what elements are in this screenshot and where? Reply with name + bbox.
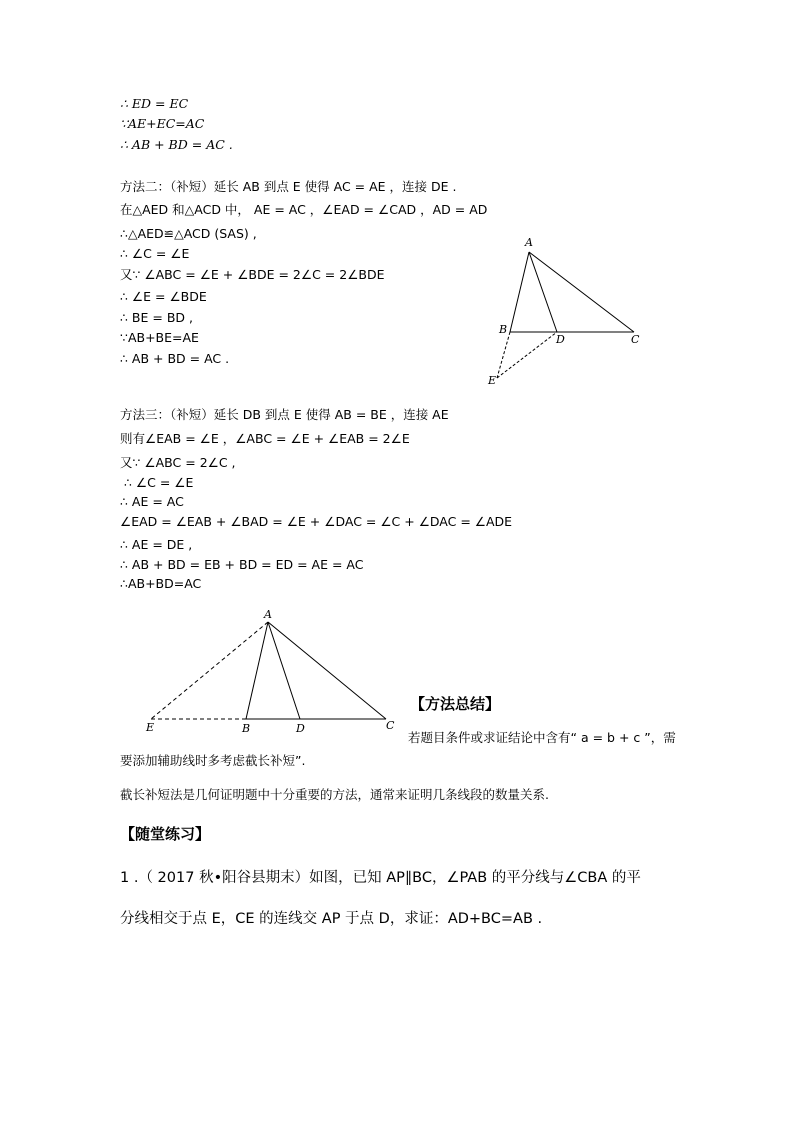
- proof-line: ∴ AB + BD = AC .: [120, 137, 233, 152]
- point-label-d: D: [556, 333, 565, 346]
- proof-line: ∴ AB + BD = AC .: [120, 351, 230, 366]
- proof-line: ∴ ED = EC: [120, 96, 189, 111]
- summary-heading: 【方法总结】: [410, 695, 501, 713]
- point-label-c: C: [631, 333, 640, 346]
- practice-heading: 【随堂练习】: [120, 825, 211, 843]
- summary-text: 截长补短法是几何证明题中十分重要的方法，通常来证明几条线段的数量关系.: [120, 787, 549, 802]
- proof-line: ∴AB+BD=AC: [120, 576, 202, 591]
- point-label-e: E: [146, 721, 155, 734]
- proof-line: ∴ AE = DE ,: [120, 537, 193, 552]
- point-label-e: E: [488, 374, 497, 387]
- question-text: 1 .（ 2017 秋•阳谷县期末）如图，已知 AP∥BC，∠PAB 的平分线与∠CBA 的平: [120, 870, 641, 886]
- point-label-a: A: [264, 608, 272, 621]
- proof-line: ∴ AB + BD = EB + BD = ED = AE = AC: [120, 557, 364, 572]
- geometry-figure-2: [140, 608, 410, 738]
- method-two-title: 方法二：（补短）延长 AB 到点 E 使得 AC = AE ，连接 DE .: [120, 179, 457, 194]
- proof-line: 在△AED 和△ACD 中， AE = AC ，∠EAD = ∠CAD ，AD = AD: [120, 202, 488, 217]
- point-label-b: B: [499, 323, 508, 336]
- geometry-figure-1: [480, 232, 650, 392]
- point-label-a: A: [525, 236, 533, 249]
- proof-line: ∴△AED≌△ACD (SAS) ,: [120, 226, 257, 241]
- point-label-b: B: [242, 722, 251, 735]
- proof-line: ∵AE+EC=AC: [120, 116, 205, 131]
- point-label-d: D: [296, 722, 305, 735]
- point-label-c: C: [386, 719, 395, 732]
- proof-line: 则有∠EAB = ∠E ，∠ABC = ∠E + ∠EAB = 2∠E: [120, 431, 410, 446]
- summary-text: 要添加辅助线时多考虑截长补短”.: [120, 753, 306, 768]
- proof-line: ∴ ∠C = ∠E: [120, 246, 190, 261]
- question-text: 分线相交于点 E，CE 的连线交 AP 于点 D，求证：AD+BC=AB .: [120, 911, 543, 927]
- proof-line: ∴ AE = AC: [120, 494, 184, 509]
- proof-line: ∠EAD = ∠EAB + ∠BAD = ∠E + ∠DAC = ∠C + ∠DAC = ∠ADE: [120, 514, 513, 529]
- proof-line: 又∵ ∠ABC = 2∠C ,: [120, 455, 236, 470]
- proof-line: ∴ ∠E = ∠BDE: [120, 289, 207, 304]
- method-three-title: 方法三：（补短）延长 DB 到点 E 使得 AB = BE ，连接 AE: [120, 407, 449, 422]
- proof-line: 又∵ ∠ABC = ∠E + ∠BDE = 2∠C = 2∠BDE: [120, 267, 385, 282]
- summary-text: 若题目条件或求证结论中含有“ a = b + c ”，需: [408, 730, 676, 745]
- proof-line: ∴ ∠C = ∠E: [124, 475, 194, 490]
- proof-line: ∴ BE = BD ,: [120, 310, 193, 325]
- proof-line: ∵AB+BE=AE: [120, 330, 199, 345]
